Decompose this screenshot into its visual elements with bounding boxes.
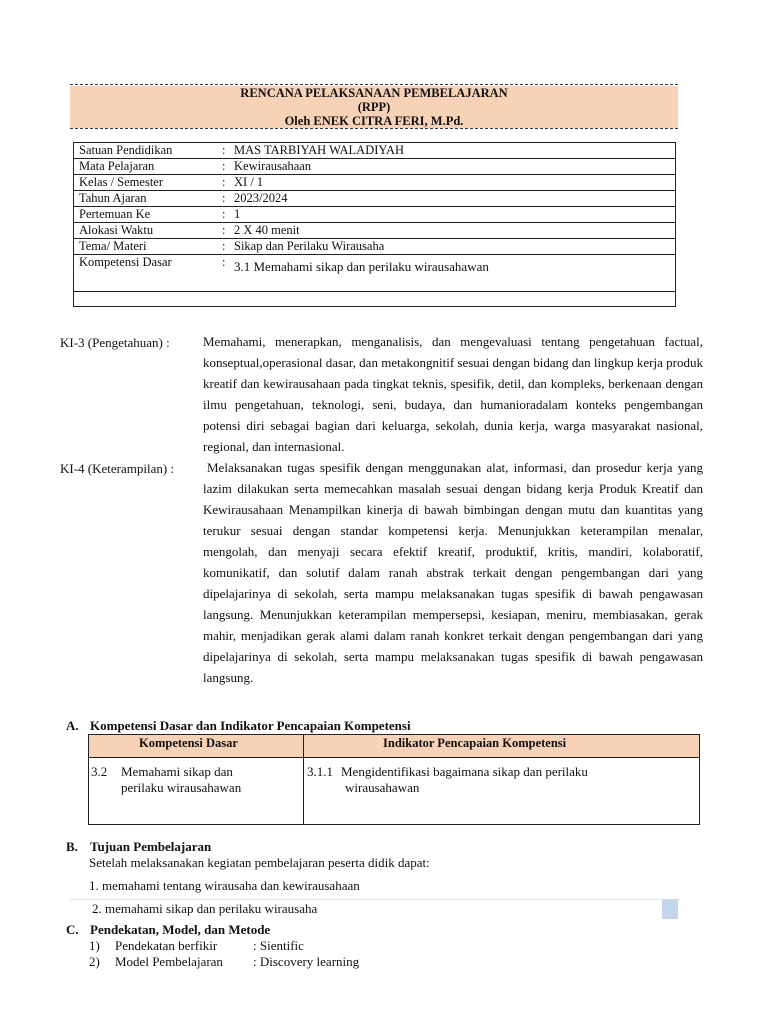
- approach-value: : Sientific: [253, 938, 304, 953]
- identity-separator: :: [222, 239, 226, 253]
- identity-separator: :: [222, 175, 226, 189]
- indicator-number: 3.1.1: [307, 764, 333, 779]
- identity-value: MAS TARBIYAH WALADIYAH: [234, 143, 405, 157]
- identity-separator: :: [222, 159, 226, 173]
- identity-value: XI / 1: [234, 175, 264, 189]
- identity-row: [74, 159, 675, 175]
- identity-row: [74, 207, 675, 223]
- identity-row: [74, 191, 675, 207]
- identity-separator: :: [222, 223, 226, 237]
- identity-row: [74, 239, 675, 255]
- identity-value: Kewirausahaan: [234, 159, 312, 173]
- document-author: Oleh ENEK CITRA FERI, M.Pd.: [284, 114, 464, 128]
- identity-label: Mata Pelajaran: [79, 159, 155, 173]
- identity-row: [74, 223, 675, 239]
- identity-label: Tema/ Materi: [79, 239, 147, 253]
- identity-label: Pertemuan Ke: [79, 207, 151, 221]
- identity-label: Satuan Pendidikan: [79, 143, 173, 157]
- identity-separator: :: [222, 191, 226, 205]
- document-header: [70, 86, 678, 128]
- section-c-letter: C.: [66, 922, 79, 937]
- identity-table: [73, 142, 676, 307]
- section-b-title: Tujuan Pembelajaran: [90, 839, 212, 854]
- approach-label: Pendekatan berfikir: [115, 938, 218, 953]
- approach-number: 2): [89, 954, 100, 969]
- ki3-label: KI-3 (Pengetahuan) :: [60, 335, 170, 350]
- approach-number: 1): [89, 938, 100, 953]
- identity-value: 1: [234, 207, 241, 221]
- section-c-heading: [66, 922, 270, 938]
- identity-separator: :: [222, 143, 226, 157]
- section-b-heading: [66, 839, 211, 855]
- section-a-letter: A.: [66, 718, 79, 733]
- column-header-indicator: Indikator Pencapaian Kompetensi: [383, 736, 567, 750]
- identity-row: [74, 255, 675, 292]
- identity-label: Alokasi Waktu: [79, 223, 154, 237]
- identity-value: 2023/2024: [234, 191, 288, 205]
- identity-label: Kelas / Semester: [79, 175, 164, 189]
- document-title: RENCANA PELAKSANAAN PEMBELAJARAN: [240, 86, 508, 100]
- document-subtitle: (RPP): [357, 100, 391, 114]
- identity-separator: :: [222, 255, 226, 269]
- section-b-intro: Setelah melaksanakan kegiatan pembelajaran peserta didik dapat:: [89, 855, 430, 870]
- identity-value: 3.1 Memahami sikap dan perilaku wirausahawan: [234, 259, 489, 274]
- ki3-text: Memahami, menerapkan, menganalisis, dan mengevaluasi tentang pengetahuan factual, konseptual,operasional dasar, dan metakongnitif sesuai dengan bidang dan lingkup kerja produk kreatif dan kewirausahaan pada tingkat teknis, spesifik, detil, dan kompleks, berkenaan dengan ilmu pengetahuan, teknologi, seni, budaya, dan humanioradalam konteks pengembangan potensi diri sebagai bagian dari keluarga, sekolah, dunia kerja, warga masyarakat nasional, regional, dan internasional.: [203, 334, 703, 454]
- indicator-line: wirausahawan: [345, 780, 420, 795]
- identity-value: Sikap dan Perilaku Wirausaha: [234, 239, 385, 253]
- section-b-letter: B.: [66, 839, 78, 854]
- kd-line: perilaku wirausahawan: [121, 780, 242, 795]
- kd-line: Memahami sikap dan: [121, 764, 233, 779]
- identity-row: [74, 143, 675, 159]
- indicator-line: Mengidentifikasi bagaimana sikap dan perilaku: [341, 764, 588, 779]
- identity-separator: :: [222, 207, 226, 221]
- section-a-heading: [66, 718, 411, 734]
- competency-table: [88, 734, 700, 825]
- header-top-rule: [70, 84, 678, 85]
- identity-value: 2 X 40 menit: [234, 223, 300, 237]
- header-bottom-rule: [70, 128, 678, 129]
- column-divider: [303, 735, 304, 824]
- identity-label: Tahun Ajaran: [79, 191, 147, 205]
- ki4-label: KI-4 (Keterampilan) :: [60, 461, 175, 476]
- identity-row: [74, 175, 675, 191]
- objective-item: 2. memahami sikap dan perilaku wirausaha: [92, 901, 318, 916]
- scrollbar-thumb[interactable]: [662, 899, 678, 919]
- objective-item: 1. memahami tentang wirausaha dan kewirausahaan: [89, 878, 360, 893]
- section-a-title: Kompetensi Dasar dan Indikator Pencapaian Kompetensi: [90, 718, 411, 733]
- page-rule: [70, 899, 680, 900]
- competency-table-header: [89, 735, 699, 758]
- approach-label: Model Pembelajaran: [115, 954, 223, 969]
- column-header-kd: Kompetensi Dasar: [139, 736, 238, 750]
- approach-value: : Discovery learning: [253, 954, 360, 969]
- kd-number: 3.2: [91, 764, 108, 779]
- identity-label: Kompetensi Dasar: [79, 255, 172, 269]
- ki4-text: Melaksanakan tugas spesifik dengan menggunakan alat, informasi, dan prosedur kerja yang lazim dilakukan serta memecahkan masalah sesuai dengan bidang kerja Produk Kreatif dan Kewirausahaan Menampilkan kinerja di bawah bimbingan dengan mutu dan kuantitas yang terukur sesuai dengan standar kompetensi kerja. Menunjukkan keterampilan menalar, mengolah, dan menyaji secara efektif kreatif, produktif, kritis, mandiri, kolaboratif, komunikatif, dan solutif dalam ranah abstrak terkait dengan pengembangan dari yang dipelajarinya di sekolah, serta mampu melaksanakan tugas spesifik di bawah pengawasan langsung. Menunjukkan keterampilan mempersepsi, kesiapan, meniru, membiasakan, gerak mahir, menjadikan gerak alami dalam ranah konkret terkait dengan pengembangan dari yang dipelajarinya di sekolah, serta mampu melaksanakan tugas spesifik di bawah pengawasan langsung.: [203, 460, 703, 685]
- section-c-title: Pendekatan, Model, dan Metode: [90, 922, 271, 937]
